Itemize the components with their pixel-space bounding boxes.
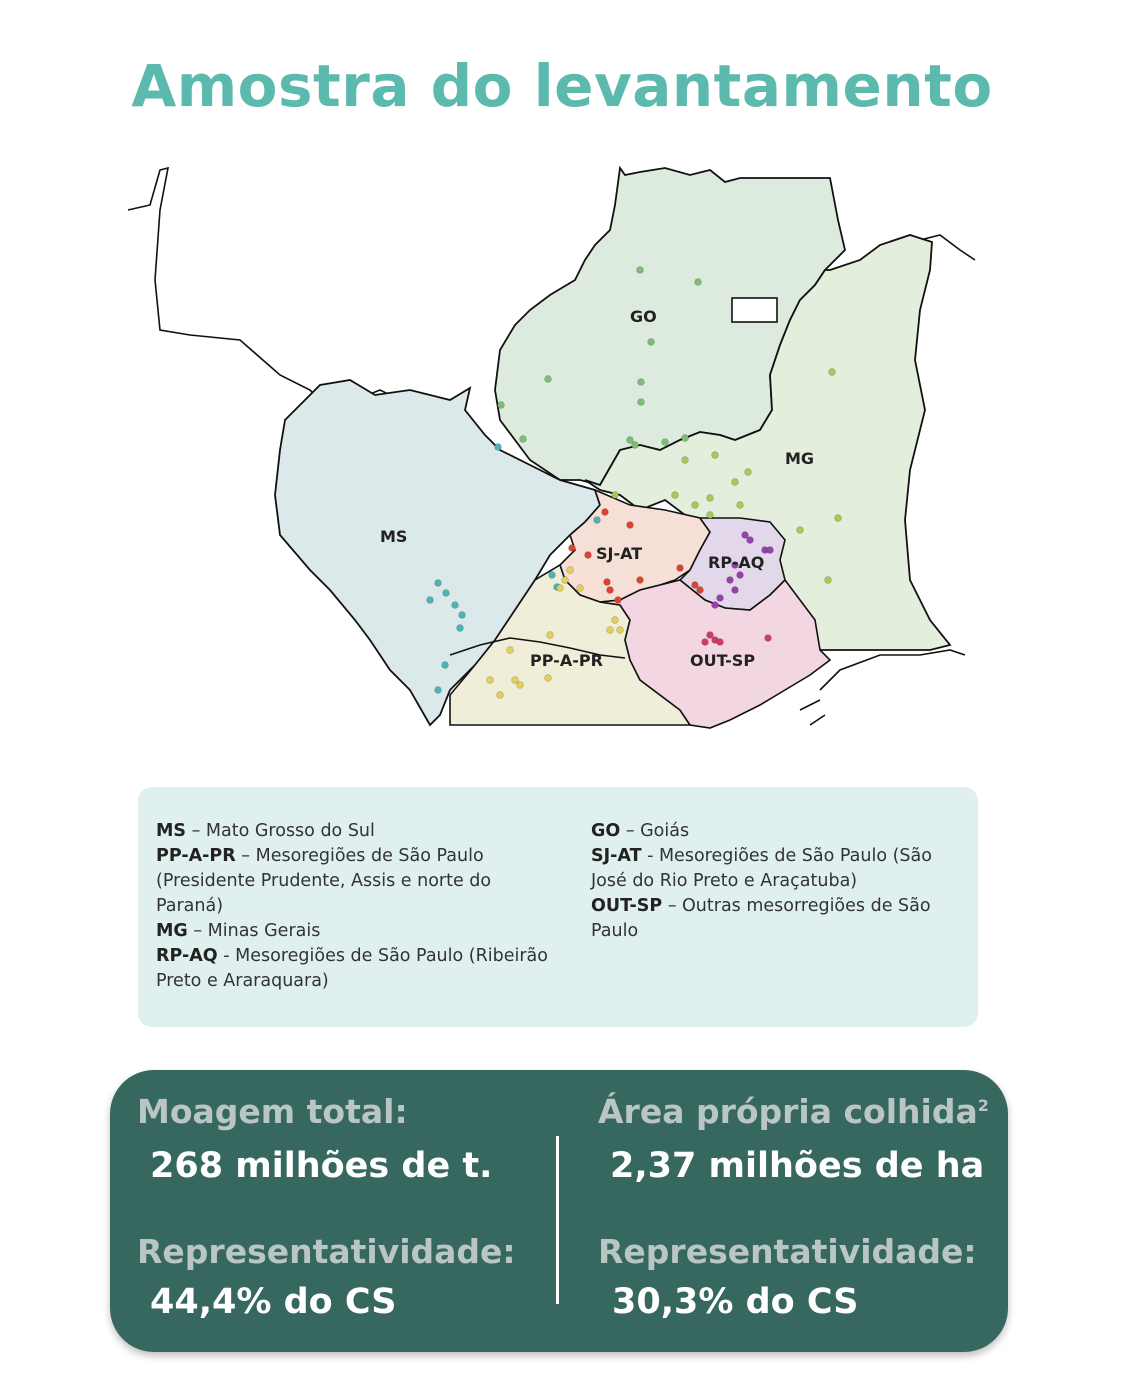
legend-item-pp-a-pr: PP-A-PR – Mesoregiões de São Paulo (Presidente Prudente, Assis e norte do Paraná) (156, 846, 492, 916)
area-footnote-marker: 2 (977, 1096, 989, 1115)
moagem-value: 268 milhões de t. (150, 1146, 493, 1186)
sample-point-sj-at (569, 545, 576, 552)
sample-point-out-sp (765, 635, 772, 642)
sample-point-mg (707, 495, 714, 502)
sample-point-mg (835, 515, 842, 522)
sample-point-ms (442, 662, 449, 669)
legend-column-left (156, 819, 556, 994)
sample-point-pp-a-pr (507, 647, 514, 654)
representatividade-label-left: Representatividade: (137, 1232, 516, 1271)
sample-point-ms (594, 517, 601, 524)
map-label-go: GO (630, 307, 657, 326)
legend-item-sj-at: SJ-AT - Mesoregiões de São Paulo (São José do Rio Preto e Araçatuba) (591, 846, 932, 891)
map-label-ms: MS (380, 527, 408, 546)
sample-point-pp-a-pr (517, 682, 524, 689)
sample-point-mg (672, 492, 679, 499)
legend-item-go: GO – Goiás (591, 821, 690, 841)
sample-point-go (637, 267, 644, 274)
sample-point-mg (829, 369, 836, 376)
legend-column-right (591, 819, 971, 944)
sample-point-rp-aq (742, 532, 749, 539)
sample-point-ms (435, 580, 442, 587)
sample-point-rp-aq (727, 577, 734, 584)
sample-point-pp-a-pr (617, 627, 624, 634)
sample-point-mg (682, 457, 689, 464)
map-label-mg: MG (785, 449, 815, 468)
sample-point-go (498, 402, 505, 409)
area-value: 2,37 milhões de ha (610, 1146, 985, 1186)
map-label-out-sp: OUT-SP (690, 651, 756, 670)
sample-point-go (520, 436, 527, 443)
sample-point-pp-a-pr (567, 567, 574, 574)
page-title: Amostra do levantamento (131, 52, 993, 120)
sample-point-sj-at (602, 509, 609, 516)
sample-point-ms (495, 444, 502, 451)
sample-point-pp-a-pr (612, 617, 619, 624)
map-label-rp-aq: RP-AQ (708, 553, 765, 572)
representatividade-value-right: 30,3% do CS (612, 1282, 859, 1322)
sample-point-sj-at (585, 552, 592, 559)
sample-point-rp-aq (712, 602, 719, 609)
sample-point-rp-aq (717, 595, 724, 602)
sample-point-sj-at (607, 587, 614, 594)
sample-point-out-sp (707, 632, 714, 639)
sample-point-mg (612, 492, 619, 499)
sample-point-ms (459, 612, 466, 619)
map-legend (138, 787, 978, 1027)
sample-point-mg (692, 502, 699, 509)
sample-point-sj-at (627, 522, 634, 529)
sample-point-go (638, 399, 645, 406)
sample-point-ms (549, 572, 556, 579)
sample-point-mg (825, 577, 832, 584)
sample-point-go (627, 437, 634, 444)
sample-point-pp-a-pr (607, 627, 614, 634)
map-label-sj-at: SJ-AT (596, 544, 643, 563)
sample-point-ms (443, 590, 450, 597)
sample-point-pp-a-pr (487, 677, 494, 684)
legend-item-out-sp: OUT-SP – Outras mesorregiões de São Paulo (591, 896, 931, 941)
outer-border-line (128, 168, 400, 410)
sample-point-rp-aq (767, 547, 774, 554)
representatividade-value-left: 44,4% do CS (150, 1282, 397, 1322)
sample-point-go (545, 376, 552, 383)
sample-point-out-sp (717, 639, 724, 646)
moagem-label: Moagem total: (137, 1092, 408, 1131)
sample-point-go (662, 439, 669, 446)
sample-point-pp-a-pr (547, 632, 554, 639)
sample-point-rp-aq (732, 587, 739, 594)
sample-point-pp-a-pr (512, 677, 519, 684)
sample-point-go (632, 442, 639, 449)
sample-point-ms (457, 625, 464, 632)
stats-panel (110, 1070, 1008, 1352)
sample-point-go (682, 435, 689, 442)
sample-point-pp-a-pr (557, 585, 564, 592)
sample-point-mg (737, 502, 744, 509)
legend-item-rp-aq: RP-AQ - Mesoregiões de São Paulo (Ribeirão Preto e Araraquara) (156, 946, 548, 991)
sample-point-pp-a-pr (545, 675, 552, 682)
sample-point-ms (452, 602, 459, 609)
sample-point-sj-at (692, 582, 699, 589)
sample-point-sj-at (604, 579, 611, 586)
map-label-pp-a-pr: PP-A-PR (530, 651, 603, 670)
sample-point-mg (797, 527, 804, 534)
area-label: Área própria colhida$^2$ (598, 1092, 989, 1131)
df-box (732, 298, 777, 322)
survey-map (120, 150, 990, 740)
sample-point-sj-at (615, 597, 622, 604)
sample-point-ms (427, 597, 434, 604)
sample-point-mg (745, 469, 752, 476)
sample-point-go (648, 339, 655, 346)
sample-point-sj-at (697, 587, 704, 594)
sample-point-mg (707, 512, 714, 519)
sample-point-sj-at (677, 565, 684, 572)
sample-point-rp-aq (747, 537, 754, 544)
sample-point-go (638, 379, 645, 386)
sample-point-ms (435, 687, 442, 694)
sample-point-mg (712, 452, 719, 459)
sample-point-out-sp (702, 639, 709, 646)
legend-item-ms: MS – Mato Grosso do Sul (156, 821, 375, 841)
stats-divider (556, 1136, 559, 1304)
sample-point-go (695, 279, 702, 286)
sample-point-rp-aq (737, 572, 744, 579)
sample-point-pp-a-pr (577, 585, 584, 592)
sample-point-pp-a-pr (497, 692, 504, 699)
sample-point-sj-at (637, 577, 644, 584)
sample-point-mg (732, 479, 739, 486)
legend-item-mg: MG – Minas Gerais (156, 921, 321, 941)
sample-point-pp-a-pr (562, 577, 569, 584)
representatividade-label-right: Representatividade: (598, 1232, 977, 1271)
